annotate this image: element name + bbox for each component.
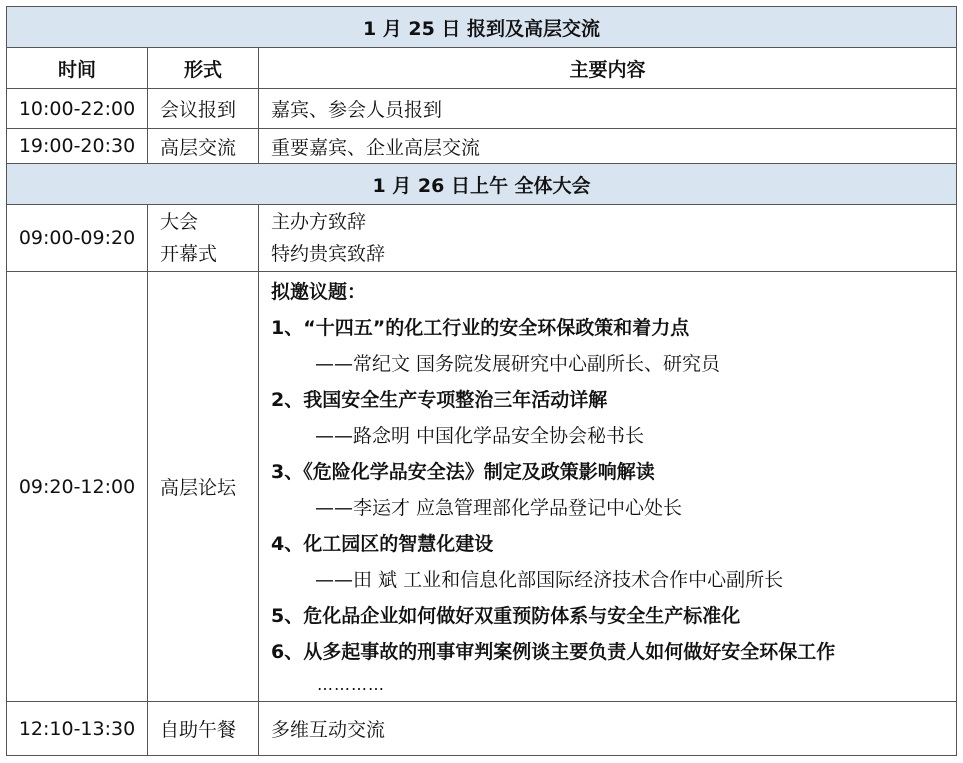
forum-topic-5: 5、危化品企业如何做好双重预防体系与安全生产标准化 [271,605,741,627]
forum-topic-4: 4、化工园区的智慧化建设 [271,533,494,555]
forum-topic-3: 3、《危险化学品安全法》制定及政策影响解读 [271,461,655,483]
forum-topic-1: 1、“十四五”的化工行业的安全环保政策和着力点 [271,317,690,339]
day1-band-row [7,7,957,48]
header-form: 形式 [148,48,259,89]
forum-speaker-1: ——常纪文 国务院发展研究中心副所长、研究员 [315,353,721,375]
header-content: 主要内容 [259,48,957,89]
lunch-time: 12:10-13:30 [7,702,148,756]
row-time: 10:00-22:00 [7,89,148,129]
day2-band-row [7,164,957,205]
opening-content-line1: 主办方致辞 [271,211,367,233]
lunch-content: 多维互动交流 [259,702,957,756]
row-content: 重要嘉宾、企业高层交流 [259,129,957,164]
day2-band: 1 月 26 日上午 全体大会 [7,164,957,205]
opening-form-line2: 开幕式 [160,243,218,265]
opening-form [148,205,259,272]
row-content: 嘉宾、参会人员报到 [259,89,957,129]
forum-content [259,272,957,702]
forum-topic-6: 6、从多起事故的刑事审判案例谈主要负责人如何做好安全环保工作 [271,641,836,663]
forum-form: 高层论坛 [148,272,259,702]
schedule-table [6,6,957,756]
header-row [7,48,957,89]
opening-form-line1: 大会 [160,211,199,233]
row-form: 高层交流 [148,129,259,164]
lunch-form: 自助午餐 [148,702,259,756]
forum-intro: 拟邀议题： [271,281,367,303]
opening-content-line2: 特约贵宾致辞 [271,243,386,265]
opening-time: 09:00-09:20 [7,205,148,272]
forum-row [7,272,957,702]
forum-speaker-2: ——路念明 中国化学品安全协会秘书长 [315,425,645,447]
forum-ellipsis: ………… [317,675,385,694]
header-time: 时间 [7,48,148,89]
day1-band: 1 月 25 日 报到及高层交流 [7,7,957,48]
row-form: 会议报到 [148,89,259,129]
row-time: 19:00-20:30 [7,129,148,164]
forum-speaker-4: ——田 斌 工业和信息化部国际经济技术合作中心副所长 [315,569,784,591]
opening-content [259,205,957,272]
forum-time: 09:20-12:00 [7,272,148,702]
table-row [7,89,957,129]
lunch-row [7,702,957,756]
forum-speaker-3: ——李运才 应急管理部化学品登记中心处长 [315,497,683,519]
opening-row [7,205,957,272]
table-row [7,129,957,164]
forum-topic-2: 2、我国安全生产专项整治三年活动详解 [271,389,608,411]
